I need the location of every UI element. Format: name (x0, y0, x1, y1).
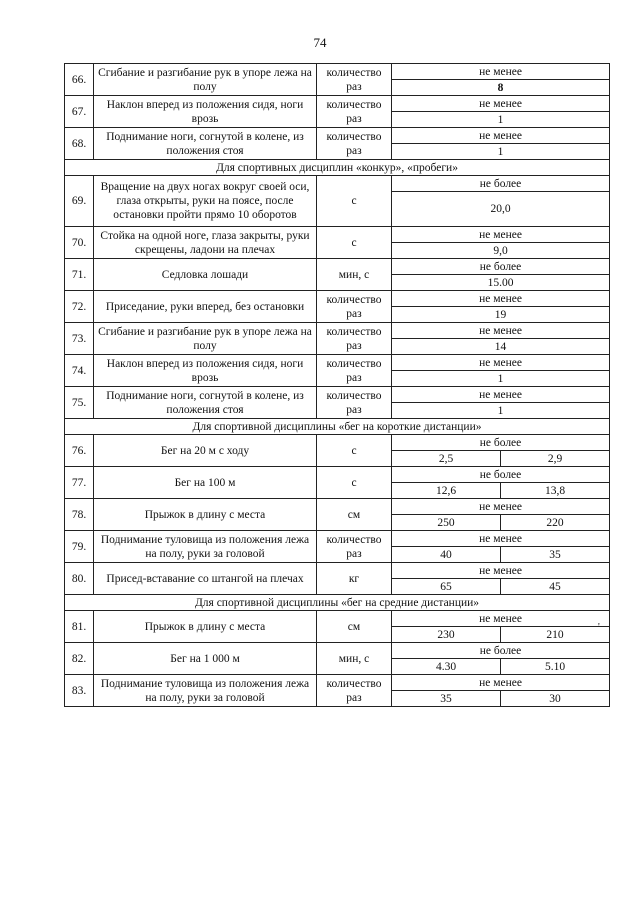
section-title: Для спортивной дисциплины «бег на средние дистанции» (65, 595, 610, 611)
unit: кг (317, 563, 392, 595)
norm-value: 4.30 (392, 659, 501, 675)
stray-mark: ' (598, 622, 600, 633)
norm-value: 12,6 (392, 483, 501, 499)
exercise-number: 73. (65, 323, 94, 355)
norm-header: не менее (392, 64, 610, 80)
table-row (65, 355, 610, 371)
norm-value: 9,0 (392, 243, 610, 259)
unit: мин, с (317, 259, 392, 291)
exercise-name: Прыжок в длину с места (94, 611, 317, 643)
norm-value: 2,9 (501, 451, 610, 467)
norm-header: не менее (392, 499, 610, 515)
table-row (65, 467, 610, 483)
unit: см (317, 499, 392, 531)
exercise-name: Стойка на одной ноге, глаза закрыты, руки скрещены, ладони на плечах (94, 227, 317, 259)
norm-value: 1 (392, 371, 610, 387)
section-title: Для спортивной дисциплины «бег на короткие дистанции» (65, 419, 610, 435)
norm-value: 20,0 (392, 192, 610, 227)
exercise-name: Бег на 100 м (94, 467, 317, 499)
exercise-number: 77. (65, 467, 94, 499)
exercise-name: Поднимание туловища из положения лежа на полу, руки за головой (94, 531, 317, 563)
norm-value: 2,5 (392, 451, 501, 467)
norm-value: 230 (392, 627, 501, 643)
unit: количество раз (317, 675, 392, 707)
exercise-name: Сгибание и разгибание рук в упоре лежа на полу (94, 323, 317, 355)
exercise-number: 74. (65, 355, 94, 387)
unit: количество раз (317, 64, 392, 96)
exercise-number: 80. (65, 563, 94, 595)
table-row (65, 128, 610, 144)
norm-value: 15.00 (392, 275, 610, 291)
table-row (65, 96, 610, 112)
norm-header: не более (392, 643, 610, 659)
norm-header: не менее (392, 96, 610, 112)
exercise-name: Бег на 20 м с ходу (94, 435, 317, 467)
table-row (65, 387, 610, 403)
exercise-name: Седловка лошади (94, 259, 317, 291)
unit: с (317, 227, 392, 259)
exercise-number: 71. (65, 259, 94, 291)
exercise-number: 67. (65, 96, 94, 128)
exercise-number: 76. (65, 435, 94, 467)
exercise-number: 68. (65, 128, 94, 160)
unit: количество раз (317, 128, 392, 160)
norm-header: не менее (392, 227, 610, 243)
norm-header: не более (392, 259, 610, 275)
norm-value: 250 (392, 515, 501, 531)
exercise-name: Бег на 1 000 м (94, 643, 317, 675)
unit: с (317, 467, 392, 499)
norm-value: 35 (392, 691, 501, 707)
exercise-number: 82. (65, 643, 94, 675)
exercise-number: 70. (65, 227, 94, 259)
norm-header: не менее (392, 291, 610, 307)
unit: количество раз (317, 387, 392, 419)
exercise-number: 72. (65, 291, 94, 323)
unit: с (317, 176, 392, 227)
unit: количество раз (317, 355, 392, 387)
exercise-name: Наклон вперед из положения сидя, ноги врозь (94, 96, 317, 128)
unit: мин, с (317, 643, 392, 675)
exercise-number: 81. (65, 611, 94, 643)
norm-header: не менее (392, 355, 610, 371)
table-row (65, 563, 610, 579)
norm-value: 13,8 (501, 483, 610, 499)
exercise-number: 79. (65, 531, 94, 563)
norm-value: 8 (392, 80, 610, 96)
section-row (65, 419, 610, 435)
norm-value: 1 (392, 112, 610, 128)
section-row (65, 595, 610, 611)
table-row (65, 64, 610, 80)
table-row (65, 531, 610, 547)
norm-header: не менее (392, 128, 610, 144)
exercise-name: Поднимание ноги, согнутой в колене, из положения стоя (94, 387, 317, 419)
norm-value: 65 (392, 579, 501, 595)
unit: количество раз (317, 531, 392, 563)
table-row (65, 643, 610, 659)
exercise-number: 75. (65, 387, 94, 419)
table-row (65, 176, 610, 192)
norm-value: 45 (501, 579, 610, 595)
norms-table (64, 63, 610, 707)
norm-header: не более (392, 435, 610, 451)
norm-value: 35 (501, 547, 610, 563)
exercise-number: 66. (65, 64, 94, 96)
norm-value: 40 (392, 547, 501, 563)
unit: с (317, 435, 392, 467)
norm-header: не более (392, 176, 610, 192)
norm-header: не менее (392, 531, 610, 547)
norm-value: 14 (392, 339, 610, 355)
norm-value: 1 (392, 403, 610, 419)
exercise-name: Приседание, руки вперед, без остановки (94, 291, 317, 323)
exercise-name: Вращение на двух ногах вокруг своей оси, глаза открыты, руки на поясе, после остановки пройти прямо 10 оборотов (94, 176, 317, 227)
norm-header: не менее (392, 675, 610, 691)
table-row (65, 227, 610, 243)
exercise-name: Сгибание и разгибание рук в упоре лежа на полу (94, 64, 317, 96)
exercise-name: Поднимание ноги, согнутой в колене, из положения стоя (94, 128, 317, 160)
norm-value: 1 (392, 144, 610, 160)
exercise-name: Наклон вперед из положения сидя, ноги врозь (94, 355, 317, 387)
norm-header: не менее (392, 611, 610, 627)
table-row (65, 323, 610, 339)
table-row (65, 435, 610, 451)
section-row (65, 160, 610, 176)
page-number: 74 (313, 35, 327, 50)
unit: см (317, 611, 392, 643)
norm-header: не более (392, 467, 610, 483)
unit: количество раз (317, 291, 392, 323)
table-row (65, 611, 610, 627)
norm-header: не менее (392, 563, 610, 579)
exercise-number: 83. (65, 675, 94, 707)
table-row (65, 675, 610, 691)
section-title: Для спортивных дисциплин «конкур», «пробеги» (65, 160, 610, 176)
exercise-name: Поднимание туловища из положения лежа на полу, руки за головой (94, 675, 317, 707)
norm-header: не менее (392, 387, 610, 403)
norm-value: 210 (501, 627, 610, 643)
exercise-name: Присед-вставание со штангой на плечах (94, 563, 317, 595)
norm-value: 30 (501, 691, 610, 707)
exercise-number: 69. (65, 176, 94, 227)
exercise-number: 78. (65, 499, 94, 531)
table-row (65, 499, 610, 515)
table-row (65, 291, 610, 307)
table-row (65, 259, 610, 275)
norm-value: 5.10 (501, 659, 610, 675)
unit: количество раз (317, 96, 392, 128)
unit: количество раз (317, 323, 392, 355)
norm-value: 19 (392, 307, 610, 323)
norm-value: 220 (501, 515, 610, 531)
norm-header: не менее (392, 323, 610, 339)
exercise-name: Прыжок в длину с места (94, 499, 317, 531)
